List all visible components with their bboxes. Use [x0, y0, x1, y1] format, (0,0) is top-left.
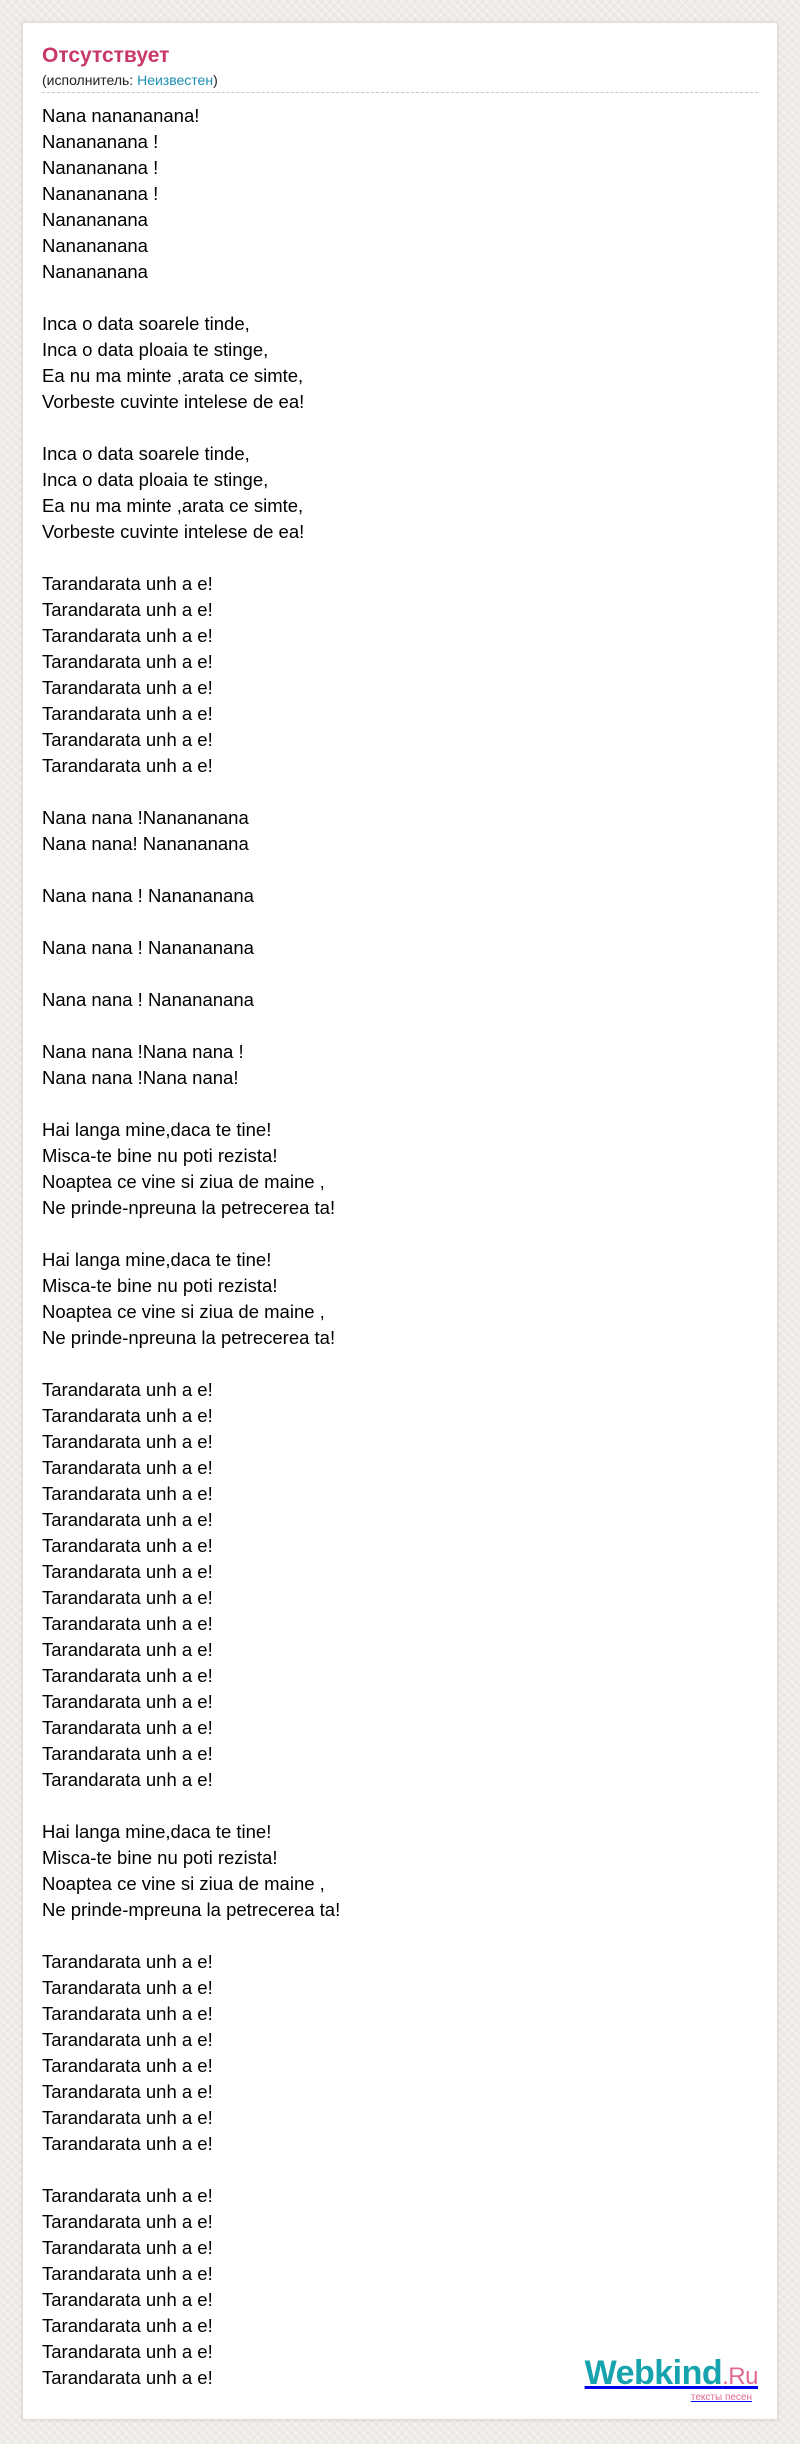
- lyric-line: Tarandarata unh a e!: [42, 573, 213, 594]
- logo-tld: .Ru: [722, 2363, 758, 2390]
- lyric-line: Tarandarata unh a e!: [42, 1457, 213, 1478]
- lyric-line: Ne prinde-npreuna la petrecerea ta!: [42, 1197, 336, 1218]
- lyric-line: Tarandarata unh a e!: [42, 729, 213, 750]
- lyric-line: Nanananana !: [42, 183, 159, 204]
- lyric-line: Tarandarata unh a e!: [42, 1483, 213, 1504]
- lyric-line: Ea nu ma minte ,arata ce simte,: [42, 365, 304, 386]
- stanza-break: [42, 1351, 742, 1377]
- lyric-line: Tarandarata unh a e!: [42, 1535, 213, 1556]
- lyric-line: Misca-te bine nu poti rezista!: [42, 1145, 278, 1166]
- lyric-line: Nana nana! Nanananana: [42, 833, 249, 854]
- lyric-line: Inca o data soarele tinde,: [42, 313, 250, 334]
- lyric-line: Tarandarata unh a e!: [42, 1717, 213, 1738]
- lyric-line: Tarandarata unh a e!: [42, 2211, 213, 2232]
- lyric-line: Tarandarata unh a e!: [42, 2185, 213, 2206]
- stanza-break: [42, 1091, 742, 1117]
- lyric-line: Tarandarata unh a e!: [42, 2263, 213, 2284]
- logo-tagline: тексты песен: [690, 2392, 752, 2403]
- stanza-break: [42, 909, 742, 935]
- lyric-line: Tarandarata unh a e!: [42, 1769, 213, 1790]
- lyric-line: Inca o data soarele tinde,: [42, 443, 250, 464]
- lyric-line: Nanananana: [42, 235, 148, 256]
- lyric-line: Inca o data ploaia te stinge,: [42, 469, 269, 490]
- lyric-line: Tarandarata unh a e!: [42, 1613, 213, 1634]
- lyric-line: Hai langa mine,daca te tine!: [42, 1821, 272, 1842]
- lyrics-card: [22, 22, 778, 2420]
- lyric-line: Misca-te bine nu poti rezista!: [42, 1275, 278, 1296]
- lyric-line: Tarandarata unh a e!: [42, 703, 213, 724]
- stanza-break: [42, 545, 742, 571]
- song-header: [42, 43, 758, 93]
- lyric-line: Tarandarata unh a e!: [42, 1977, 213, 1998]
- lyrics-text: [42, 103, 742, 2391]
- lyric-line: Inca o data ploaia te stinge,: [42, 339, 269, 360]
- lyric-line: Tarandarata unh a e!: [42, 1561, 213, 1582]
- lyric-line: Tarandarata unh a e!: [42, 2341, 213, 2362]
- artist-link[interactable]: Неизвестен: [137, 72, 214, 88]
- lyric-line: Tarandarata unh a e!: [42, 1509, 213, 1530]
- lyric-line: Misca-te bine nu poti rezista!: [42, 1847, 278, 1868]
- logo-brand: Webkind: [584, 2354, 723, 2392]
- lyric-line: Ea nu ma minte ,arata ce simte,: [42, 495, 304, 516]
- stanza-break: [42, 1793, 742, 1819]
- lyric-line: Tarandarata unh a e!: [42, 2237, 213, 2258]
- lyric-line: Nana nana ! Nanananana: [42, 989, 254, 1010]
- lyric-line: Tarandarata unh a e!: [42, 1379, 213, 1400]
- stanza-break: [42, 1013, 742, 1039]
- lyric-line: Vorbeste cuvinte intelese de ea!: [42, 391, 305, 412]
- lyric-line: Tarandarata unh a e!: [42, 2133, 213, 2154]
- lyric-line: Tarandarata unh a e!: [42, 1431, 213, 1452]
- lyric-line: Nana nanananana!: [42, 105, 200, 126]
- artist-suffix: ): [213, 72, 218, 88]
- lyric-line: Nana nana !Nana nana !: [42, 1041, 244, 1062]
- lyric-line: Tarandarata unh a e!: [42, 2081, 213, 2102]
- lyric-line: Nanananana !: [42, 131, 159, 152]
- lyric-line: Tarandarata unh a e!: [42, 2029, 213, 2050]
- lyric-line: Tarandarata unh a e!: [42, 2003, 213, 2024]
- lyric-line: Hai langa mine,daca te tine!: [42, 1119, 272, 1140]
- lyric-line: Nanananana !: [42, 157, 159, 178]
- lyric-line: Tarandarata unh a e!: [42, 1405, 213, 1426]
- lyric-line: Tarandarata unh a e!: [42, 677, 213, 698]
- lyric-line: Tarandarata unh a e!: [42, 599, 213, 620]
- lyric-line: Hai langa mine,daca te tine!: [42, 1249, 272, 1270]
- lyric-line: Tarandarata unh a e!: [42, 1951, 213, 1972]
- lyric-line: Tarandarata unh a e!: [42, 1665, 213, 1686]
- lyric-line: Tarandarata unh a e!: [42, 2289, 213, 2310]
- logo-wordmark: [585, 2355, 758, 2395]
- lyric-line: Tarandarata unh a e!: [42, 651, 213, 672]
- artist-line: [42, 71, 758, 93]
- lyric-line: Noaptea ce vine si ziua de maine ,: [42, 1873, 325, 1894]
- stanza-break: [42, 1221, 742, 1247]
- lyric-line: Noaptea ce vine si ziua de maine ,: [42, 1171, 325, 1192]
- song-title: Отсутствует: [42, 44, 170, 67]
- lyric-line: Ne prinde-mpreuna la petrecerea ta!: [42, 1899, 341, 1920]
- artist-prefix: (исполнитель:: [42, 72, 138, 88]
- stanza-break: [42, 1923, 742, 1949]
- stanza-break: [42, 415, 742, 441]
- lyric-line: Tarandarata unh a e!: [42, 2315, 213, 2336]
- lyric-line: Tarandarata unh a e!: [42, 2107, 213, 2128]
- stanza-break: [42, 2157, 742, 2183]
- lyric-line: Noaptea ce vine si ziua de maine ,: [42, 1301, 325, 1322]
- site-logo[interactable]: [585, 2355, 758, 2403]
- stanza-break: [42, 779, 742, 805]
- lyric-line: Nana nana !Nanananana: [42, 807, 249, 828]
- lyric-line: Tarandarata unh a e!: [42, 2367, 213, 2388]
- stanza-break: [42, 857, 742, 883]
- lyric-line: Ne prinde-npreuna la petrecerea ta!: [42, 1327, 336, 1348]
- lyric-line: Tarandarata unh a e!: [42, 1587, 213, 1608]
- lyric-line: Tarandarata unh a e!: [42, 755, 213, 776]
- stanza-break: [42, 961, 742, 987]
- lyric-line: Nanananana: [42, 261, 148, 282]
- lyric-line: Tarandarata unh a e!: [42, 2055, 213, 2076]
- lyric-line: Nana nana ! Nanananana: [42, 885, 254, 906]
- lyric-line: Nana nana ! Nanananana: [42, 937, 254, 958]
- lyric-line: Tarandarata unh a e!: [42, 1691, 213, 1712]
- lyric-line: Tarandarata unh a e!: [42, 1743, 213, 1764]
- lyric-line: Tarandarata unh a e!: [42, 625, 213, 646]
- lyric-line: Vorbeste cuvinte intelese de ea!: [42, 521, 305, 542]
- lyric-line: Nana nana !Nana nana!: [42, 1067, 239, 1088]
- lyric-line: Tarandarata unh a e!: [42, 1639, 213, 1660]
- stanza-break: [42, 285, 742, 311]
- lyric-line: Nanananana: [42, 209, 148, 230]
